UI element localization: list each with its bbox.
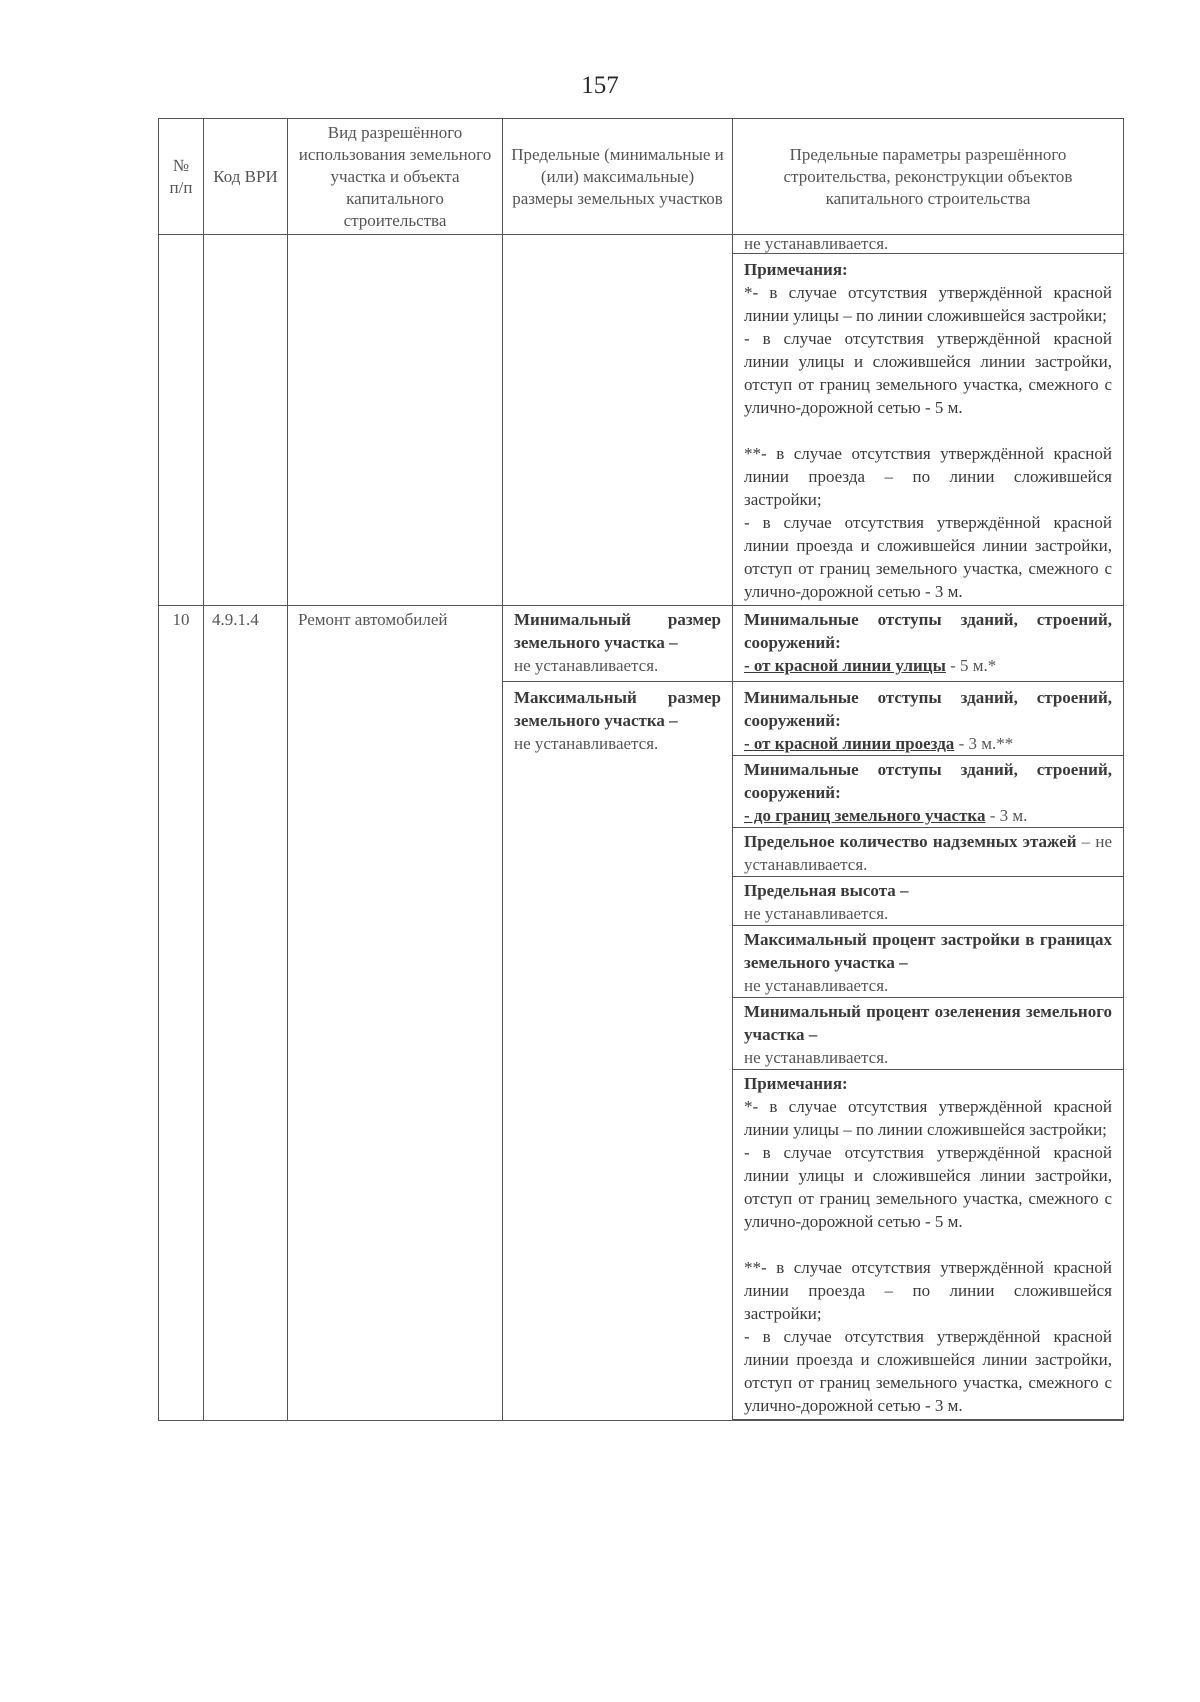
row10-param-2	[733, 682, 1124, 756]
row10-note-1: *- в случае отсутствия утверждённой красной линии улицы – по линии сложившейся застройки;	[744, 1097, 1112, 1139]
row10-code: 4.9.1.4	[204, 606, 288, 1421]
row10-param-1	[733, 606, 1124, 682]
prev-note-2: - в случае отсутствия утверждённой красной линии улицы и сложившейся линии застройки, отступ от границ земельного участка, смежного с улично-дорожной сетью - 5 м.	[744, 329, 1112, 417]
row10-max-size-value: не устанавливается.	[514, 734, 659, 753]
prev-code-cell	[204, 235, 288, 606]
prev-note-4: - в случае отсутствия утверждённой красной линии проезда и сложившейся линии застройки, отступ от границ земельного участка, смежного с улично-дорожной сетью - 3 м.	[744, 513, 1112, 601]
param-6-value: не устанавливается.	[744, 976, 889, 995]
row10-param-4	[733, 828, 1124, 877]
table-header-row	[159, 119, 1124, 235]
param-5-label: Предельная высота –	[744, 881, 909, 900]
prev-notes-title: Примечания:	[744, 260, 848, 279]
row10-param-3	[733, 756, 1124, 828]
row10-notes-title: Примечания:	[744, 1074, 848, 1093]
param-1-label: Минимальные отступы зданий, строений, сооружений:	[744, 610, 1112, 652]
param-2-line: - от красной линии проезда	[744, 734, 955, 753]
param-3-value: - 3 м.	[985, 806, 1028, 825]
param-1-line: - от красной линии улицы	[744, 656, 946, 675]
row10-param-5	[733, 877, 1124, 926]
row10-note-3: **- в случае отсутствия утверждённой красной линии проезда – по линии сложившейся застройки;	[744, 1258, 1112, 1323]
regulations-table	[158, 118, 1124, 1421]
row10-notes-cell	[733, 1070, 1124, 1420]
prev-size-cell	[503, 235, 733, 606]
prev-notes-gap	[744, 419, 1112, 442]
row10-end-spacer	[733, 1420, 1124, 1421]
param-3-label: Минимальные отступы зданий, строений, сооружений:	[744, 760, 1112, 802]
param-6-label: Максимальный процент застройки в границах земельного участка –	[744, 930, 1112, 972]
row10-max-size-label: Максимальный размер земельного участка –	[514, 688, 721, 730]
row10-param-7	[733, 998, 1124, 1070]
prev-note-3: **- в случае отсутствия утверждённой красной линии проезда – по линии сложившейся застройки;	[744, 444, 1112, 509]
table-row-prev-tail	[159, 235, 1124, 254]
row10-param-6	[733, 926, 1124, 998]
page-number: 157	[581, 72, 619, 99]
row10-min-size-value: не устанавливается.	[514, 656, 659, 675]
prev-notes-cell	[733, 254, 1124, 606]
param-4-label: Предельное количество надземных этажей	[744, 832, 1077, 851]
param-2-label: Минимальные отступы зданий, строений, сооружений:	[744, 688, 1112, 730]
row10-note-2: - в случае отсутствия утверждённой красной линии улицы и сложившейся линии застройки, отступ от границ земельного участка, смежного с улично-дорожной сетью - 5 м.	[744, 1143, 1112, 1231]
param-5-value: не устанавливается.	[744, 904, 889, 923]
prev-kind-cell	[288, 235, 503, 606]
row10-min-size-label: Минимальный размер земельного участка –	[514, 610, 721, 652]
header-num: № п/п	[159, 119, 204, 235]
prev-note-1: *- в случае отсутствия утверждённой красной линии улицы – по линии сложившейся застройки;	[744, 283, 1112, 325]
prev-num-cell	[159, 235, 204, 606]
row10-num: 10	[159, 606, 204, 1421]
header-params: Предельные параметры разрешённого строительства, реконструкции объектов капитального строительства	[733, 119, 1124, 235]
row10-min-size-cell	[503, 606, 733, 682]
row10-max-size-cell	[503, 682, 733, 1421]
param-7-value: не устанавливается.	[744, 1048, 889, 1067]
header-kind: Вид разрешённого использования земельного участка и объекта капитального строительства	[288, 119, 503, 235]
row10-kind: Ремонт автомобилей	[288, 606, 503, 1421]
param-1-value: - 5 м.*	[945, 656, 997, 675]
prev-tail-text: не устанавливается.	[733, 235, 1124, 254]
param-3-line: - до границ земельного участка	[744, 806, 986, 825]
header-code: Код ВРИ	[204, 119, 288, 235]
param-4-value: – не устанавливается.	[744, 832, 1112, 874]
row10-note-4: - в случае отсутствия утверждённой красной линии проезда и сложившейся линии застройки, отступ от границ земельного участка, смежного с улично-дорожной сетью - 3 м.	[744, 1327, 1112, 1415]
param-7-label: Минимальный процент озеленения земельного участка –	[744, 1002, 1112, 1044]
header-size: Предельные (минимальные и (или) максимальные) размеры земельных участков	[503, 119, 733, 235]
table-row-10	[159, 606, 1124, 682]
param-2-value: - 3 м.**	[954, 734, 1014, 753]
row10-notes-gap	[744, 1233, 1112, 1256]
